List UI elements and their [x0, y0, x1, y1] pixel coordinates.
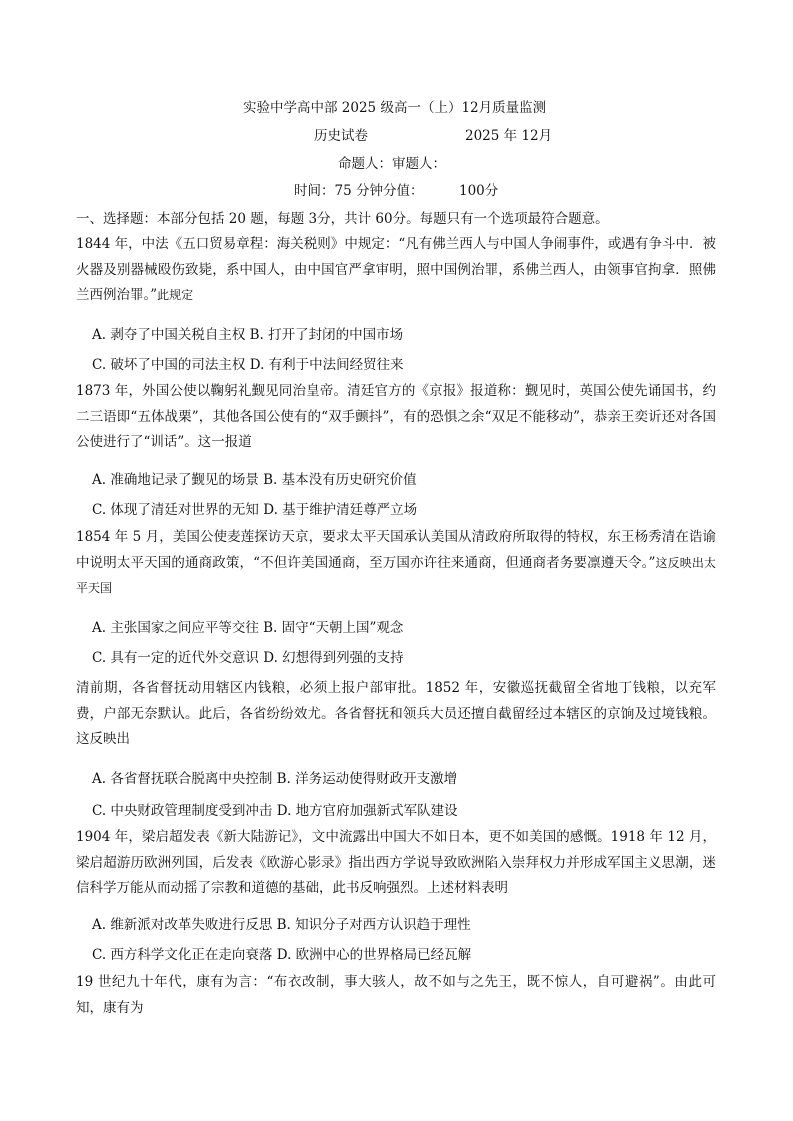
question-5-options-ab: A. 维新派对改革失败进行反思 B. 知识分子对西方认识趋于理性 — [92, 917, 471, 933]
question-5-options-cd: C. 西方科学文化正在走向衰落 D. 欧洲中心的世界格局已经瓦解 — [92, 947, 472, 963]
question-text: 清前期，各省督抚动用辖区内钱粮，必须上报户部审批。1852 年，安徽巡抚截留全省地丁钱粮，以充军费，户部无奈默认。此后，各省纷纷效尤。各省督抚和领兵大员还擅自截留经过本辖区的京饷及过境钱粮。这反映出 — [76, 680, 716, 747]
exam-date: 2025 年 12月 — [465, 128, 553, 144]
exam-title: 实验中学高中部 2025 级高一（上）12月质量监测 — [243, 100, 547, 116]
exam-subject: 历史试卷 — [314, 128, 368, 144]
question-text: 1854 年 5 月，美国公使麦莲探访天京，要求太平天国承认美国从清政府所取得的特权，东王杨秀清在诰谕中说明太平天国的通商政策，“不但许美国通商，至万国亦许往来通商，但通商者务要凛遵天令。” — [76, 529, 716, 571]
question-text: 19 世纪九十年代，康有为言：“布衣改制，事大骇人，故不如与之先王，既不惊人，自可避祸”。由此可知，康有为 — [76, 974, 716, 1016]
question-4-options-cd: C. 中央财政管理制度受到冲击 D. 地方官府加强新式军队建设 — [92, 803, 458, 819]
exam-score: 100分 — [459, 183, 499, 199]
question-text: 1844 年，中法《五口贸易章程：海关税则》中规定：“凡有佛兰西人与中国人争闹事件，或遇有争斗中．被火器及别器械殴伤致毙，系中国人，由中国官严拿审明，照中国例治罪，系佛兰西人，由领事官拘拿．照佛兰西例治罪。” — [76, 236, 716, 303]
question-6 — [76, 970, 716, 1021]
question-2-options-cd: C. 体现了清廷对世界的无知 D. 基于维护清廷尊严立场 — [92, 502, 418, 518]
question-2-options-ab: A. 准确地记录了觐见的场景 B. 基本没有历史研究价值 — [92, 472, 417, 488]
question-3-options-ab: A. 主张国家之间应平等交往 B. 固守“天朝上国”观念 — [92, 620, 404, 636]
question-text: 1904 年，梁启超发表《新大陆游记》，文中流露出中国大不如日本，更不如美国的感慨。1918 年 12 月，梁启超游历欧洲列国，后发表《欧游心影录》指出西方学说导致欧洲陷入崇拜权力并形成军国主义思潮，迷信科学万能从而动摇了宗教和道德的基础，此书反响强烈。上述材料表明 — [76, 829, 716, 896]
question-tail: 这反映出太平天国 — [76, 555, 716, 595]
question-1-options-ab: A. 剥夺了中国关税自主权 B. 打开了封闭的中国市场 — [92, 327, 404, 343]
question-1-options-cd: C. 破坏了中国的司法主权 D. 有利于中法间经贸往来 — [92, 357, 404, 373]
exam-time: 时间：75 分钟分值： — [294, 183, 424, 199]
question-4-options-ab: A. 各省督抚联合脱离中央控制 B. 洋务运动使得财政开支激增 — [92, 771, 458, 787]
section-heading: 一、选择题：本部分包括 20 题，每题 3分，共计 60分。每题只有一个选项最符合题意。 — [76, 211, 609, 227]
question-2 — [76, 379, 716, 456]
question-1 — [76, 232, 716, 309]
question-tail: 此规定 — [157, 288, 194, 302]
question-4 — [76, 676, 716, 753]
exam-authors: 命题人：审题人： — [338, 156, 446, 172]
question-text: 1873 年，外国公使以鞠躬礼觐见同治皇帝。清廷官方的《京报》报道称：觐见时，英国公使先诵国书，约二三语即“五体战栗”，其他各国公使有的“双手颤抖”，有的恐惧之余“双足不能移动”，恭亲王奕䜣还对各国公使进行了“训话”。这一报道 — [76, 383, 716, 450]
question-3 — [76, 525, 716, 602]
question-3-options-cd: C. 具有一定的近代外交意识 D. 幻想得到列强的支持 — [92, 650, 404, 666]
question-5 — [76, 825, 716, 902]
